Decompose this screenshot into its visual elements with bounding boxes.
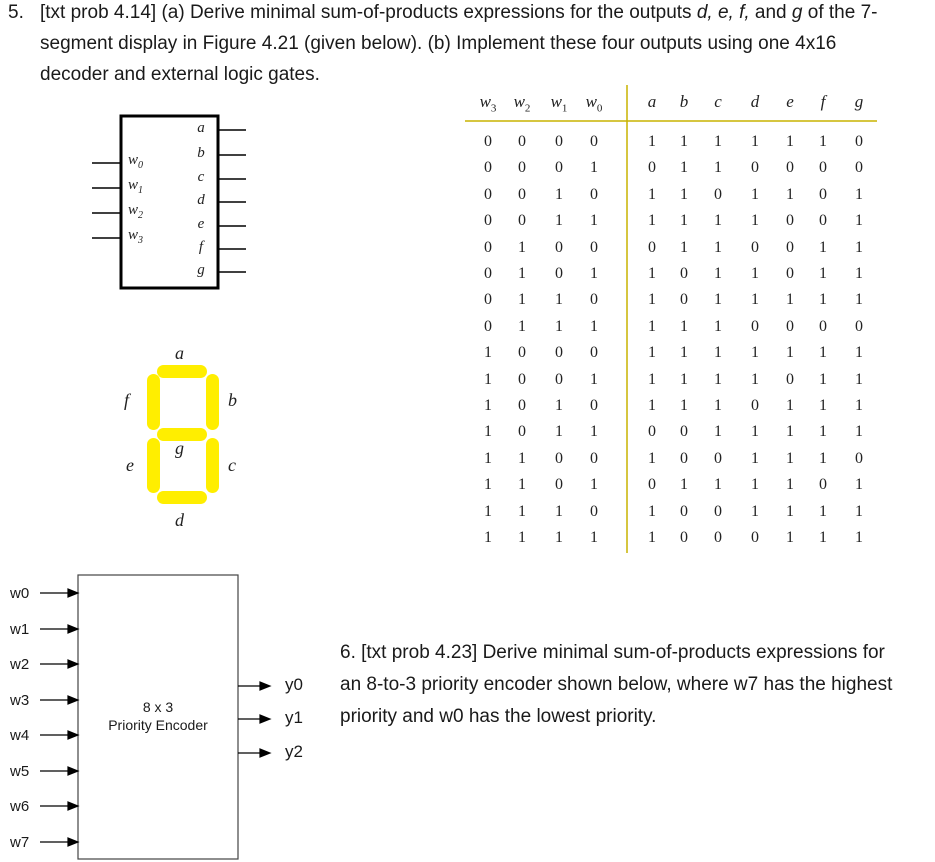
table-cell: 1 — [590, 265, 598, 282]
table-cell: 1 — [855, 529, 863, 546]
table-header-d: d — [750, 92, 760, 111]
table-cell: 0 — [751, 238, 759, 256]
table-cell: 0 — [786, 370, 794, 388]
pe-output-y0: y0 — [285, 675, 303, 694]
table-cell: 0 — [680, 449, 688, 467]
table-cell: 0 — [855, 133, 863, 150]
pe-input-w5: w5 — [10, 763, 30, 780]
pe-input-w0: w0 — [10, 585, 30, 602]
table-cell: 1 — [555, 291, 563, 309]
table-header-w3: $w_3$ — [479, 92, 497, 115]
table-cell: 1 — [714, 476, 722, 494]
table-cell: 1 — [484, 449, 492, 467]
table-cell: 1 — [648, 265, 656, 282]
table-cell: 0 — [484, 185, 492, 203]
table-cell: 1 — [518, 502, 526, 520]
table-cell: 0 — [855, 317, 863, 335]
table-cell: 0 — [518, 423, 526, 441]
table-header-b: b — [679, 92, 689, 111]
decoder-output-b: b — [197, 145, 205, 161]
table-cell: 1 — [680, 397, 688, 414]
decoder-input-w1: $w_1$ — [128, 177, 144, 196]
table-header-c: c — [714, 92, 722, 111]
table-cell: 1 — [518, 476, 526, 494]
table-cell: 1 — [714, 317, 722, 335]
table-cell: 1 — [555, 185, 563, 203]
table-cell: 0 — [590, 238, 598, 256]
pe-input-arrows — [40, 589, 78, 846]
table-cell: 0 — [484, 133, 492, 150]
table-cell: 1 — [590, 159, 598, 177]
table-cell: 0 — [751, 529, 759, 546]
table-cell: 1 — [855, 397, 863, 414]
table-cell: 0 — [590, 397, 598, 414]
table-cell: 0 — [484, 317, 492, 335]
table-cell: 1 — [555, 212, 563, 230]
table-cell: 1 — [751, 212, 759, 230]
pe-output-y2: y2 — [285, 742, 303, 761]
table-cell: 0 — [680, 423, 688, 441]
problem-5-line-1: [txt prob 4.14] (a) Derive minimal sum-of-products expressions for the outputs d, e, f, and g of the 7- — [40, 2, 878, 23]
table-cell: 1 — [714, 238, 722, 256]
table-cell: 0 — [819, 476, 827, 494]
table-cell: 0 — [590, 133, 598, 150]
problem-6-line-3: priority and w0 has the lowest priority. — [340, 706, 657, 727]
table-cell: 1 — [555, 397, 563, 414]
table-cell: 1 — [786, 423, 794, 441]
table-cell: 0 — [648, 238, 656, 256]
segment-label-g: g — [175, 438, 184, 458]
table-cell: 1 — [855, 238, 863, 256]
decoder-output-a: a — [197, 120, 205, 136]
table-cell: 1 — [714, 423, 722, 441]
problem-5-number: 5. — [8, 2, 24, 23]
pe-input-w3: w3 — [10, 692, 30, 709]
pe-title-name: Priority Encoder — [108, 717, 208, 733]
table-cell: 1 — [555, 529, 563, 546]
table-cell: 0 — [518, 159, 526, 177]
table-cell: 0 — [680, 502, 688, 520]
table-cell: 0 — [786, 212, 794, 230]
segment-label-b: b — [228, 390, 237, 410]
table-cell: 1 — [714, 265, 722, 282]
table-cell: 1 — [680, 370, 688, 388]
table-cell: 0 — [518, 185, 526, 203]
table-cell: 1 — [751, 185, 759, 203]
table-cell: 1 — [648, 291, 656, 309]
table-cell: 1 — [751, 133, 759, 150]
table-cell: 0 — [714, 529, 722, 546]
table-header-f: f — [820, 92, 826, 111]
table-cell: 0 — [555, 449, 563, 467]
table-cell: 1 — [680, 344, 688, 362]
table-cell: 1 — [680, 185, 688, 203]
table-cell: 1 — [714, 212, 722, 230]
segment-label-c: c — [228, 455, 236, 475]
table-cell: 1 — [819, 265, 827, 282]
table-cell: 1 — [648, 370, 656, 388]
segment-e — [147, 438, 160, 493]
decoder-output-e: e — [197, 216, 205, 232]
decoder-input-w0: $w_0$ — [128, 152, 144, 171]
table-cell: 0 — [786, 159, 794, 177]
decoder-output-f: f — [198, 239, 204, 255]
table-cell: 0 — [555, 238, 563, 256]
table-cell: 0 — [819, 185, 827, 203]
table-cell: 1 — [648, 133, 656, 150]
table-cell: 1 — [751, 423, 759, 441]
table-cell: 1 — [855, 423, 863, 441]
decoder-output-c: c — [197, 169, 205, 185]
table-cell: 0 — [484, 265, 492, 282]
table-cell: 1 — [648, 502, 656, 520]
table-cell: 1 — [484, 423, 492, 441]
decoder-input-w3: $w_3$ — [128, 227, 144, 246]
table-cell: 1 — [648, 344, 656, 362]
table-cell: 1 — [484, 397, 492, 414]
table-cell: 0 — [590, 291, 598, 309]
table-cell: 1 — [714, 159, 722, 177]
table-cell: 0 — [786, 265, 794, 282]
table-cell: 1 — [786, 291, 794, 309]
table-cell: 1 — [680, 476, 688, 494]
table-cell: 1 — [819, 291, 827, 309]
table-cell: 1 — [648, 529, 656, 546]
decoder-output-g: g — [197, 262, 205, 278]
table-cell: 1 — [714, 133, 722, 150]
segment-f — [147, 374, 160, 430]
table-cell: 0 — [555, 370, 563, 388]
pe-output-arrows — [238, 682, 270, 757]
table-cell: 1 — [680, 238, 688, 256]
table-cell: 1 — [680, 317, 688, 335]
table-cell: 1 — [819, 344, 827, 362]
table-cell: 1 — [555, 317, 563, 335]
table-cell: 1 — [786, 133, 794, 150]
table-cell: 1 — [648, 212, 656, 230]
table-cell: 1 — [518, 238, 526, 256]
table-cell: 0 — [680, 529, 688, 546]
table-cell: 0 — [648, 159, 656, 177]
table-cell: 1 — [680, 159, 688, 177]
table-header-w0: $w_0$ — [585, 92, 603, 115]
table-cell: 1 — [680, 133, 688, 150]
table-cell: 1 — [714, 370, 722, 388]
table-cell: 1 — [819, 423, 827, 441]
table-cell: 1 — [484, 476, 492, 494]
decoder-input-lines — [92, 163, 121, 238]
table-cell: 1 — [819, 529, 827, 546]
pe-title-size: 8 x 3 — [142, 699, 174, 715]
table-cell: 0 — [648, 423, 656, 441]
table-cell: 0 — [518, 370, 526, 388]
table-cell: 1 — [555, 502, 563, 520]
segment-label-f: f — [124, 390, 130, 410]
pe-input-w7: w7 — [10, 834, 30, 851]
problem-6-line-2: an 8-to-3 priority encoder shown below, where w7 has the highest — [340, 674, 893, 695]
table-cell: 1 — [855, 185, 863, 203]
table-cell: 1 — [855, 502, 863, 520]
table-cell: 0 — [751, 317, 759, 335]
table-cell: 1 — [751, 476, 759, 494]
table-cell: 1 — [484, 529, 492, 546]
table-cell: 1 — [855, 476, 863, 494]
table-cell: 1 — [680, 212, 688, 230]
table-header-w2: $w_2$ — [513, 92, 531, 115]
problem-6-line-1: 6. [txt prob 4.23] Derive minimal sum-of-products expressions for — [340, 642, 885, 663]
table-cell: 1 — [648, 317, 656, 335]
pe-input-w6: w6 — [10, 798, 30, 815]
table-cell: 1 — [751, 344, 759, 362]
table-cell: 1 — [855, 344, 863, 362]
table-cell: 1 — [714, 344, 722, 362]
table-cell: 0 — [484, 291, 492, 309]
table-cell: 0 — [786, 238, 794, 256]
segment-b — [206, 374, 219, 430]
table-cell: 0 — [518, 344, 526, 362]
table-cell: 0 — [714, 502, 722, 520]
segment-label-d: d — [175, 510, 184, 530]
table-cell: 1 — [855, 370, 863, 388]
table-cell: 0 — [555, 159, 563, 177]
problem-5-line-2: segment display in Figure 4.21 (given below). (b) Implement these four outputs using one 4x16 — [40, 33, 837, 54]
table-cell: 0 — [518, 133, 526, 150]
table-cell: 1 — [555, 423, 563, 441]
table-cell: 1 — [819, 238, 827, 256]
table-cell: 1 — [819, 370, 827, 388]
table-cell: 1 — [751, 502, 759, 520]
decoder-output-d: d — [197, 192, 205, 208]
table-cell: 1 — [590, 370, 598, 388]
table-cell: 0 — [819, 212, 827, 230]
table-cell: 0 — [518, 212, 526, 230]
table-cell: 1 — [855, 265, 863, 282]
table-cell: 1 — [484, 502, 492, 520]
table-cell: 1 — [714, 291, 722, 309]
table-cell: 1 — [518, 317, 526, 335]
table-cell: 0 — [555, 133, 563, 150]
table-header-a: a — [647, 92, 657, 111]
pe-input-w4: w4 — [10, 727, 30, 744]
table-cell: 1 — [648, 397, 656, 414]
table-cell: 1 — [786, 397, 794, 414]
segment-label-a: a — [175, 343, 184, 363]
table-cell: 1 — [590, 529, 598, 546]
table-cell: 1 — [484, 344, 492, 362]
table-cell: 1 — [751, 370, 759, 388]
table-cell: 0 — [680, 291, 688, 309]
segment-d — [157, 491, 207, 504]
table-cell: 1 — [786, 344, 794, 362]
table-cell: 1 — [648, 185, 656, 203]
table-cell: 1 — [518, 449, 526, 467]
table-cell: 0 — [590, 449, 598, 467]
pe-output-y1: y1 — [285, 708, 303, 727]
table-cell: 1 — [518, 265, 526, 282]
table-cell: 1 — [786, 529, 794, 546]
table-cell: 0 — [751, 159, 759, 177]
table-cell: 0 — [484, 159, 492, 177]
table-cell: 0 — [855, 449, 863, 467]
segment-a — [157, 365, 207, 378]
table-cell: 1 — [714, 397, 722, 414]
table-cell: 0 — [648, 476, 656, 494]
table-cell: 1 — [786, 185, 794, 203]
table-cell: 1 — [751, 449, 759, 467]
table-header-g: g — [854, 92, 864, 111]
table-cell: 1 — [786, 476, 794, 494]
table-header-e: e — [786, 92, 794, 111]
table-cell: 1 — [518, 529, 526, 546]
decoder-output-lines — [218, 130, 246, 272]
table-cell: 0 — [786, 317, 794, 335]
table-cell: 1 — [590, 212, 598, 230]
pe-input-w1: w1 — [10, 621, 30, 638]
table-cell: 0 — [855, 159, 863, 177]
segment-c — [206, 438, 219, 493]
table-cell: 0 — [555, 265, 563, 282]
table-cell: 1 — [786, 502, 794, 520]
table-cell: 1 — [855, 212, 863, 230]
table-cell: 0 — [590, 502, 598, 520]
table-cell: 0 — [819, 317, 827, 335]
segment-label-e: e — [126, 455, 134, 475]
table-cell: 0 — [751, 397, 759, 414]
table-cell: 1 — [819, 449, 827, 467]
table-cell: 0 — [714, 185, 722, 203]
table-cell: 0 — [819, 159, 827, 177]
table-cell: 1 — [648, 449, 656, 467]
decoder-input-w2: $w_2$ — [128, 202, 144, 221]
table-cell: 1 — [786, 449, 794, 467]
problem-5-line-3: decoder and external logic gates. — [40, 64, 320, 85]
table-cell: 1 — [518, 291, 526, 309]
table-cell: 1 — [855, 291, 863, 309]
table-cell: 1 — [819, 502, 827, 520]
table-cell: 1 — [590, 476, 598, 494]
table-cell: 1 — [590, 317, 598, 335]
table-cell: 0 — [484, 238, 492, 256]
table-cell: 0 — [714, 449, 722, 467]
table-cell: 0 — [555, 344, 563, 362]
table-cell: 0 — [484, 212, 492, 230]
table-cell: 1 — [484, 370, 492, 388]
table-cell: 0 — [518, 397, 526, 414]
table-cell: 0 — [555, 476, 563, 494]
table-cell: 1 — [819, 133, 827, 150]
table-header-w1: $w_1$ — [550, 92, 568, 115]
table-cell: 1 — [590, 423, 598, 441]
pe-input-w2: w2 — [10, 656, 30, 673]
table-cell: 1 — [751, 291, 759, 309]
table-cell: 0 — [680, 265, 688, 282]
table-cell: 0 — [590, 344, 598, 362]
table-cell: 1 — [819, 397, 827, 414]
table-cell: 1 — [751, 265, 759, 282]
table-cell: 0 — [590, 185, 598, 203]
